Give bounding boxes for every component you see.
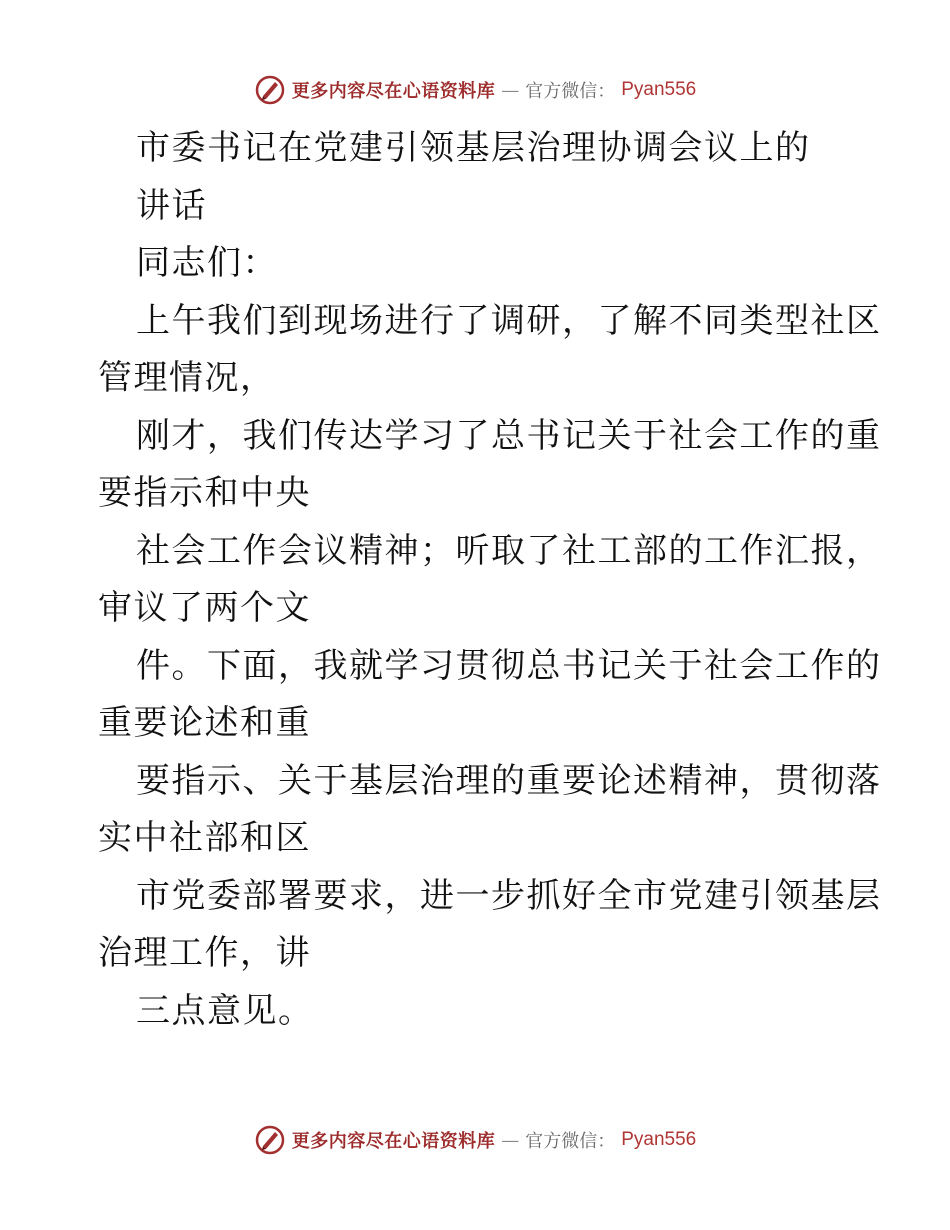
paragraph-line: 件。下面，我就学习贯彻总书记关于社会工作的 xyxy=(136,645,882,686)
watermark-wechat-id: Pyan556 xyxy=(621,1129,697,1150)
paragraph-line: 要指示、关于基层治理的重要论述精神，贯彻落 xyxy=(136,760,882,801)
title-line-1: 市委书记在党建引领基层治理协调会议上的 xyxy=(136,128,811,168)
paragraph-line: 重要论述和重 xyxy=(98,703,311,743)
watermark-site-text: 更多内容尽在心语资料库 xyxy=(291,1131,496,1152)
footer-watermark xyxy=(0,1120,950,1160)
watermark-dash: — xyxy=(501,79,520,101)
title-line-2: 讲话 xyxy=(136,185,207,226)
watermark-site-text: 更多内容尽在心语资料库 xyxy=(291,81,496,102)
pen-logo-icon xyxy=(254,1124,286,1156)
paragraph-line: 审议了两个文 xyxy=(98,588,311,628)
paragraph-line: 要指示和中央 xyxy=(98,473,311,513)
paragraph-line: 治理工作，讲 xyxy=(98,933,311,973)
paragraph-line: 三点意见。 xyxy=(136,990,314,1031)
paragraph-line: 上午我们到现场进行了调研，了解不同类型社区 xyxy=(136,300,882,341)
header-watermark xyxy=(0,70,950,110)
paragraph-line: 管理情况， xyxy=(98,358,276,398)
watermark-wechat-label: 官方微信： xyxy=(525,1131,616,1152)
paragraph-line: 刚才，我们传达学习了总书记关于社会工作的重 xyxy=(136,415,882,456)
watermark-dash: — xyxy=(501,1129,520,1151)
watermark-wechat-id: Pyan556 xyxy=(621,79,697,100)
document-body xyxy=(98,120,882,1040)
paragraph-line: 实中社部和区 xyxy=(98,818,311,858)
paragraph-line: 社会工作会议精神；听取了社工部的工作汇报， xyxy=(136,530,882,571)
salutation: 同志们： xyxy=(136,243,278,283)
watermark-wechat-label: 官方微信： xyxy=(525,81,616,102)
pen-logo-icon xyxy=(254,74,286,106)
paragraph-line: 市党委部署要求，进一步抓好全市党建引领基层 xyxy=(136,875,882,916)
